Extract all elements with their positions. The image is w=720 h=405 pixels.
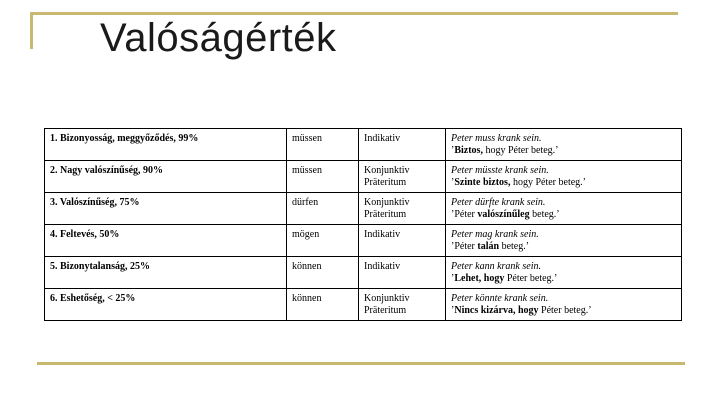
mood-line-1: Konjunktiv [364, 165, 410, 176]
certainty-level-cell: 4. Feltevés, 50% [45, 225, 287, 257]
certainty-level-cell: 6. Eshetőség, < 25% [45, 289, 287, 321]
top-accent-bar [30, 12, 678, 15]
gloss-emphasis: Szinte biztos, [454, 177, 511, 188]
german-example: Peter könnte krank sein. [451, 293, 549, 304]
modal-verbs-table [44, 128, 682, 321]
mood-cell [359, 193, 446, 225]
hungarian-gloss [451, 241, 676, 253]
mood-line-2: Präteritum [364, 209, 407, 220]
german-example: Peter muss krank sein. [451, 133, 542, 144]
mood-cell [359, 289, 446, 321]
hungarian-gloss [451, 177, 676, 189]
mood-line-1: Indikativ [364, 229, 401, 240]
gloss-prefix: ’Péter [451, 209, 478, 220]
example-cell [446, 257, 682, 289]
gloss-emphasis: talán [477, 241, 500, 252]
mood-line-1: Konjunktiv [364, 293, 410, 304]
mood-cell [359, 225, 446, 257]
mood-cell [359, 129, 446, 161]
gloss-rest: Péter beteg.’ [504, 273, 558, 284]
gloss-prefix: ’Péter [451, 241, 478, 252]
example-cell [446, 129, 682, 161]
german-example: Peter mag krank sein. [451, 229, 539, 240]
hungarian-gloss [451, 273, 676, 285]
gloss-rest: hogy Péter beteg.’ [482, 145, 559, 156]
mood-cell [359, 257, 446, 289]
table-row [45, 193, 682, 225]
hungarian-gloss [451, 209, 676, 221]
example-cell [446, 225, 682, 257]
bottom-accent-bar [37, 362, 685, 365]
hungarian-gloss [451, 145, 676, 157]
table-row [45, 161, 682, 193]
mood-cell [359, 161, 446, 193]
modal-verb-cell: müssen [287, 161, 359, 193]
certainty-level-cell: 5. Bizonytalanság, 25% [45, 257, 287, 289]
modal-verb-cell: können [287, 257, 359, 289]
table-row [45, 225, 682, 257]
gloss-rest: hogy Péter beteg.’ [510, 177, 586, 188]
certainty-level-cell: 3. Valószínűség, 75% [45, 193, 287, 225]
modal-verb-cell: dürfen [287, 193, 359, 225]
example-cell [446, 193, 682, 225]
mood-line-1: Konjunktiv [364, 197, 410, 208]
table-row [45, 289, 682, 321]
table-row [45, 129, 682, 161]
german-example: Peter müsste krank sein. [451, 165, 549, 176]
mood-line-2: Präteritum [364, 305, 407, 316]
table-row [45, 257, 682, 289]
slide-title: Valóságérték [100, 16, 337, 60]
gloss-prefix: ’ [451, 177, 455, 188]
german-example: Peter kann krank sein. [451, 261, 541, 272]
example-cell [446, 289, 682, 321]
gloss-rest: Péter beteg.’ [538, 305, 592, 316]
gloss-prefix: ’ [451, 145, 455, 156]
left-accent-bar [30, 12, 33, 49]
gloss-rest: beteg.’ [529, 209, 560, 220]
gloss-emphasis: valószínűleg [477, 209, 530, 220]
mood-line-1: Indikativ [364, 261, 401, 272]
gloss-emphasis: Biztos, [454, 145, 483, 156]
mood-line-2: Präteritum [364, 177, 407, 188]
gloss-prefix: ’ [451, 305, 455, 316]
gloss-emphasis: Lehet, hogy [454, 273, 505, 284]
modal-verb-cell: können [287, 289, 359, 321]
gloss-rest: beteg.’ [499, 241, 530, 252]
hungarian-gloss [451, 305, 676, 317]
gloss-emphasis: Nincs kizárva, hogy [454, 305, 539, 316]
german-example: Peter dürfte krank sein. [451, 197, 546, 208]
modal-verb-cell: müssen [287, 129, 359, 161]
modal-verb-cell: mögen [287, 225, 359, 257]
mood-line-1: Indikativ [364, 133, 401, 144]
certainty-level-cell: 2. Nagy valószínűség, 90% [45, 161, 287, 193]
gloss-prefix: ’ [451, 273, 455, 284]
certainty-level-cell: 1. Bizonyosság, meggyőződés, 99% [45, 129, 287, 161]
example-cell [446, 161, 682, 193]
